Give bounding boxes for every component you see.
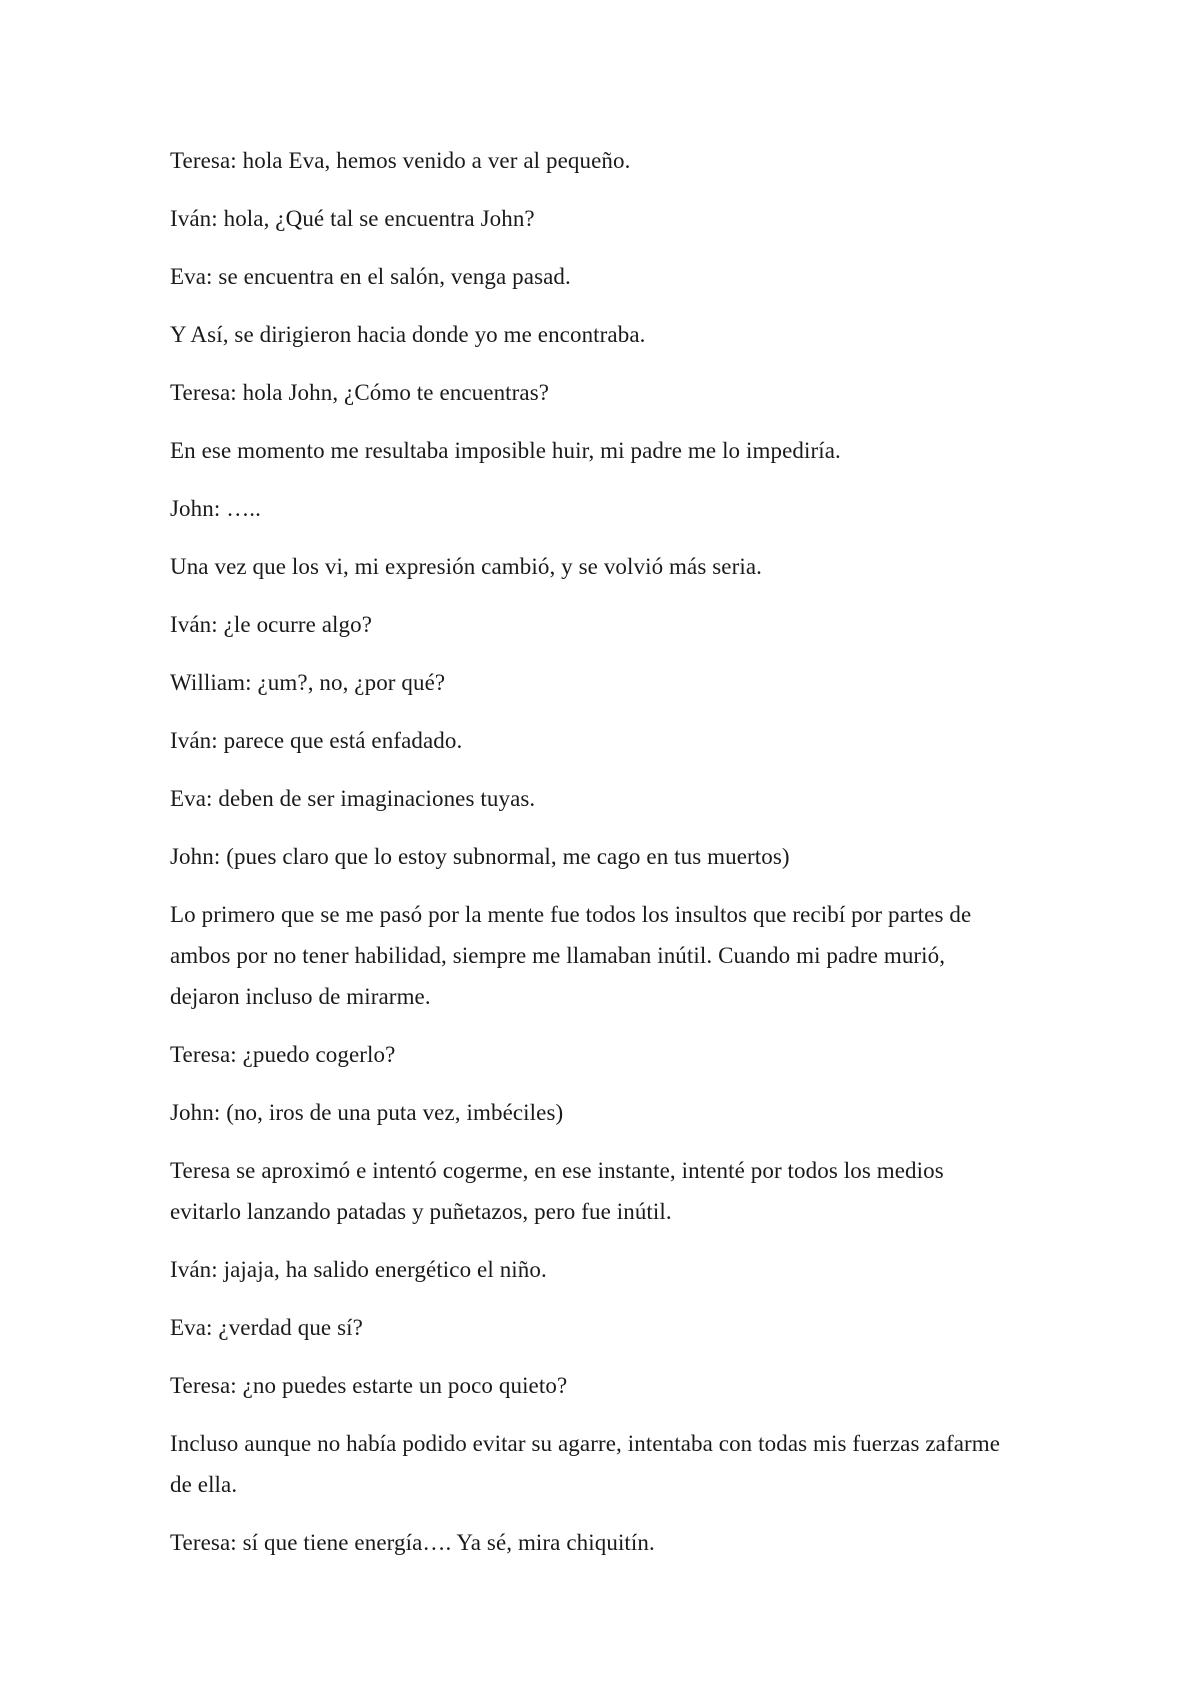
document-body (170, 140, 1020, 1580)
dialogue-line: Eva: ¿verdad que sí? (170, 1315, 363, 1340)
dialogue-line: Teresa: hola Eva, hemos venido a ver al pequeño. (170, 148, 631, 173)
dialogue-line: Teresa: ¿puedo cogerlo? (170, 1042, 396, 1067)
narration-paragraph: En ese momento me resultaba imposible huir, mi padre me lo impediría. (170, 438, 841, 463)
dialogue-line: Eva: se encuentra en el salón, venga pasad. (170, 264, 571, 289)
dialogue-line: John: ….. (170, 496, 261, 521)
dialogue-line: Iván: hola, ¿Qué tal se encuentra John? (170, 206, 535, 231)
dialogue-line: Iván: jajaja, ha salido energético el niño. (170, 1257, 547, 1282)
dialogue-line: John: (no, iros de una puta vez, imbéciles) (170, 1100, 564, 1125)
dialogue-line: Iván: parece que está enfadado. (170, 728, 463, 753)
dialogue-line: Teresa: ¿no puedes estarte un poco quieto? (170, 1373, 568, 1398)
dialogue-line: Teresa: sí que tiene energía…. Ya sé, mira chiquitín. (170, 1530, 655, 1555)
dialogue-line: Iván: ¿le ocurre algo? (170, 612, 373, 637)
dialogue-line: William: ¿um?, no, ¿por qué? (170, 670, 446, 695)
dialogue-line: Teresa: hola John, ¿Cómo te encuentras? (170, 380, 550, 405)
dialogue-line: John: (pues claro que lo estoy subnormal, me cago en tus muertos) (170, 844, 790, 869)
narration-paragraph: Y Así, se dirigieron hacia donde yo me encontraba. (170, 322, 646, 347)
dialogue-line: Eva: deben de ser imaginaciones tuyas. (170, 786, 536, 811)
narration-paragraph: Incluso aunque no había podido evitar su agarre, intentaba con todas mis fuerzas zafarme de ella. (170, 1431, 1001, 1497)
narration-paragraph: Lo primero que se me pasó por la mente fue todos los insultos que recibí por partes de ambos por no tener habilidad, siempre me llamaban inútil. Cuando mi padre murió, dejaron incluso de mirarme. (170, 902, 972, 1009)
narration-paragraph: Teresa se aproximó e intentó cogerme, en ese instante, intenté por todos los medios evitarlo lanzando patadas y puñetazos, pero fue inútil. (170, 1158, 944, 1224)
narration-paragraph: Una vez que los vi, mi expresión cambió, y se volvió más seria. (170, 554, 763, 579)
